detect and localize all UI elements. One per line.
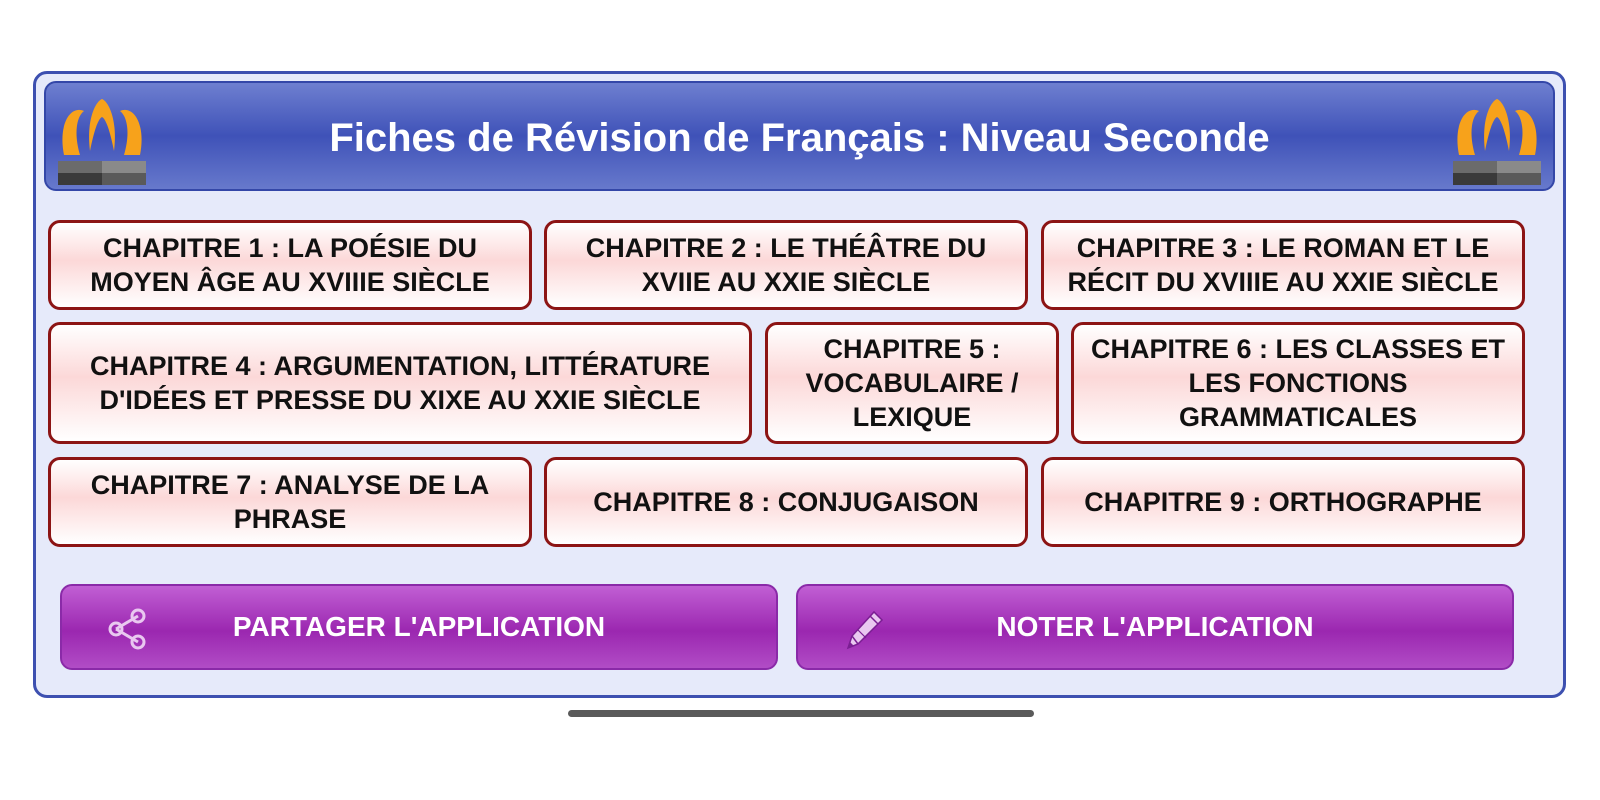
- home-indicator-bar[interactable]: [568, 710, 1034, 717]
- page-title: Fiches de Révision de Français : Niveau Seconde: [329, 116, 1270, 160]
- chapter-7-button[interactable]: CHAPITRE 7 : ANALYSE DE LA PHRASE: [48, 457, 532, 547]
- rate-app-button[interactable]: [796, 584, 1514, 670]
- share-app-label: PARTAGER L'APPLICATION: [232, 611, 606, 642]
- share-app-button[interactable]: [60, 584, 778, 670]
- chapter-9-button[interactable]: CHAPITRE 9 : ORTHOGRAPHE: [1041, 457, 1525, 547]
- fountain-logo-icon: [1451, 95, 1543, 187]
- app-header: [44, 81, 1555, 191]
- pencil-icon: [838, 604, 888, 654]
- chapter-5-button[interactable]: CHAPITRE 5 : VOCABULAIRE / LEXIQUE: [765, 322, 1059, 444]
- chapter-2-button[interactable]: CHAPITRE 2 : LE THÉÂTRE DU XVIIE AU XXIE SIÈCLE: [544, 220, 1028, 310]
- chapter-8-button[interactable]: CHAPITRE 8 : CONJUGAISON: [544, 457, 1028, 547]
- main-panel: [33, 71, 1566, 698]
- chapter-4-button[interactable]: CHAPITRE 4 : ARGUMENTATION, LITTÉRATURE D'IDÉES ET PRESSE DU XIXE AU XXIE SIÈCLE: [48, 322, 752, 444]
- share-icon: [102, 604, 152, 654]
- chapter-6-button[interactable]: CHAPITRE 6 : LES CLASSES ET LES FONCTIONS GRAMMATICALES: [1071, 322, 1525, 444]
- rate-app-label: NOTER L'APPLICATION: [996, 611, 1314, 642]
- chapter-1-button[interactable]: CHAPITRE 1 : LA POÉSIE DU MOYEN ÂGE AU XVIIIE SIÈCLE: [48, 220, 532, 310]
- chapter-3-button[interactable]: CHAPITRE 3 : LE ROMAN ET LE RÉCIT DU XVIIIE AU XXIE SIÈCLE: [1041, 220, 1525, 310]
